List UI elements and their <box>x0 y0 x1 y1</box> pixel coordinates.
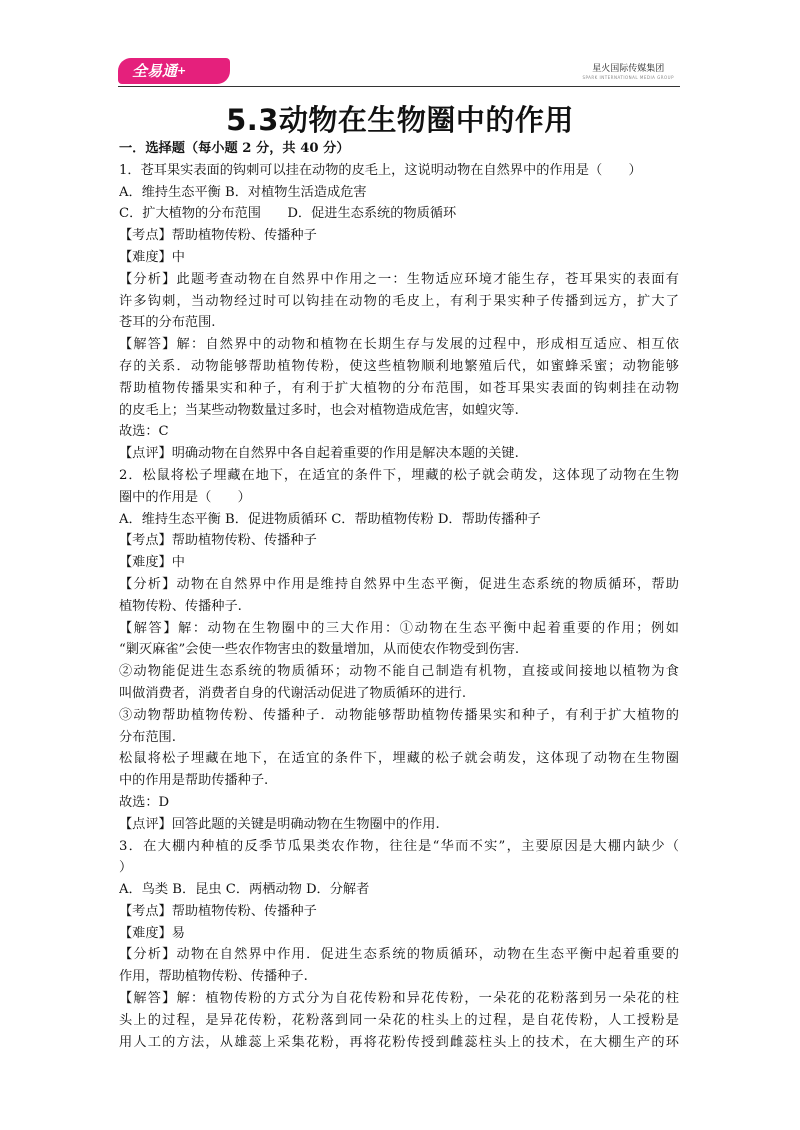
text-line: 【分析】此题考查动物在自然界中作用之一：生物适应环境才能生存，苍耳果实的表面有 <box>119 271 679 287</box>
logo-text: 全易通 <box>132 62 178 80</box>
text-line: 【考点】帮助植物传粉、传播种子 <box>119 533 317 549</box>
text-line: 的皮毛上；当某些动物数量过多时，也会对植物造成危害，如蝗灾等. <box>119 402 519 418</box>
text-line: A．维持生态平衡 B．对植物生活造成危害 <box>119 184 367 200</box>
text-line: 【难度】中 <box>119 249 185 265</box>
text-line: 存的关系．动物能够帮助植物传粉，使这些植物顺利地繁殖后代，如蜜蜂采蜜；动物能够 <box>119 358 679 374</box>
text-line: 故选：D <box>119 794 170 810</box>
text-line: 中的作用是帮助传播种子. <box>119 773 269 789</box>
text-line: 【解答】解：动物在生物圈中的三大作用：①动物在生态平衡中起着重要的作用；例如 <box>119 620 679 636</box>
publisher-name: 星火国际传媒集团 <box>592 64 665 74</box>
text-line: 1．苍耳果实表面的钩刺可以挂在动物的皮毛上，这说明动物在自然界中的作用是（ ） <box>119 162 642 178</box>
text-line: 苍耳的分布范围. <box>119 315 216 331</box>
publisher-subtitle: SPARK INTERNATIONAL MEDIA GROUP <box>582 75 674 80</box>
text-line: 【分析】动物在自然界中作用是维持自然界中生态平衡，促进生态系统的物质循环，帮助 <box>119 576 679 592</box>
text-line: 叫做消费者，消费者自身的代谢活动促进了物质循环的进行. <box>119 685 467 701</box>
text-line: 【分析】动物在自然界中作用．促进生态系统的物质循环，动物在生态平衡中起着重要的 <box>119 947 679 963</box>
text-line: 圈中的作用是（ ） <box>119 489 251 505</box>
publisher-brand <box>582 61 674 80</box>
text-line: 用人工的方法，从雄蕊上采集花粉，再将花粉传授到雌蕊柱头上的技术，在大棚生产的环 <box>119 1034 679 1050</box>
text-line: 【难度】中 <box>119 555 185 571</box>
text-line: 故选：C <box>119 424 169 440</box>
text-line: 【点评】回答此题的关键是明确动物在生物圈中的作用. <box>119 816 440 832</box>
text-line: 一．选择题（每小题 2 分，共 40 分） <box>119 141 350 156</box>
text-line: 【考点】帮助植物传粉、传播种子 <box>119 228 317 244</box>
text-line: 帮助植物传播果实和种子，有利于扩大植物的分布范围，如苍耳果实表面的钩刺挂在动物 <box>119 380 679 396</box>
text-line: 【解答】解：植物传粉的方式分为自花传粉和异花传粉，一朵花的花粉落到另一朵花的柱 <box>119 991 679 1007</box>
text-line: 2．松鼠将松子埋藏在地下，在适宜的条件下，埋藏的松子就会萌发，这体现了动物在生物 <box>119 467 679 483</box>
text-line: 【考点】帮助植物传粉、传播种子 <box>119 903 317 919</box>
text-line: A．维持生态平衡 B．促进物质循环 C．帮助植物传粉 D．帮助传播种子 <box>119 511 541 527</box>
page-title: 5.3动物在生物圈中的作用 <box>226 103 574 137</box>
text-line: 头上的过程，是异花传粉，花粉落到同一朵花的柱头上的过程，是自花传粉，人工授粉是 <box>119 1012 679 1028</box>
text-line: ②动物能促进生态系统的物质循环；动物不能自己制造有机物，直接或间接地以植物为食 <box>119 664 679 680</box>
header-divider <box>118 86 680 87</box>
plus-icon: + <box>177 64 187 77</box>
text-line: 【难度】易 <box>119 925 185 941</box>
text-line: 分布范围. <box>119 729 176 745</box>
page-header <box>118 52 680 88</box>
text-line: 松鼠将松子埋藏在地下，在适宜的条件下，埋藏的松子就会萌发，这体现了动物在生物圈 <box>119 751 679 767</box>
text-line: “剿灭麻雀”会使一些农作物害虫的数量增加，从而使农作物受到伤害. <box>119 642 520 658</box>
text-line: ③动物帮助植物传粉、传播种子．动物能够帮助植物传播果实和种子，有利于扩大植物的 <box>119 707 679 723</box>
text-line: 作用，帮助植物传粉、传播种子. <box>119 969 308 985</box>
text-line: A．鸟类 B．昆虫 C．两栖动物 D．分解者 <box>119 882 370 898</box>
text-line: 3．在大棚内种植的反季节瓜果类农作物，往往是“华而不实”，主要原因是大棚内缺少（ <box>119 838 679 854</box>
text-line: ） <box>119 860 133 876</box>
text-line: 【解答】解：自然界中的动物和植物在长期生存与发展的过程中，形成相互适应、相互依 <box>119 337 679 353</box>
brand-logo <box>118 58 230 84</box>
text-line: 许多钩刺，当动物经过时可以钩挂在动物的毛皮上，有利于果实种子传播到远方，扩大了 <box>119 293 679 309</box>
document-body <box>119 138 679 1053</box>
text-line: C．扩大植物的分布范围 D．促进生态系统的物质循环 <box>119 206 457 222</box>
text-line: 【点评】明确动物在自然界中各自起着重要的作用是解决本题的关键. <box>119 446 519 462</box>
text-line: 植物传粉、传播种子. <box>119 598 242 614</box>
